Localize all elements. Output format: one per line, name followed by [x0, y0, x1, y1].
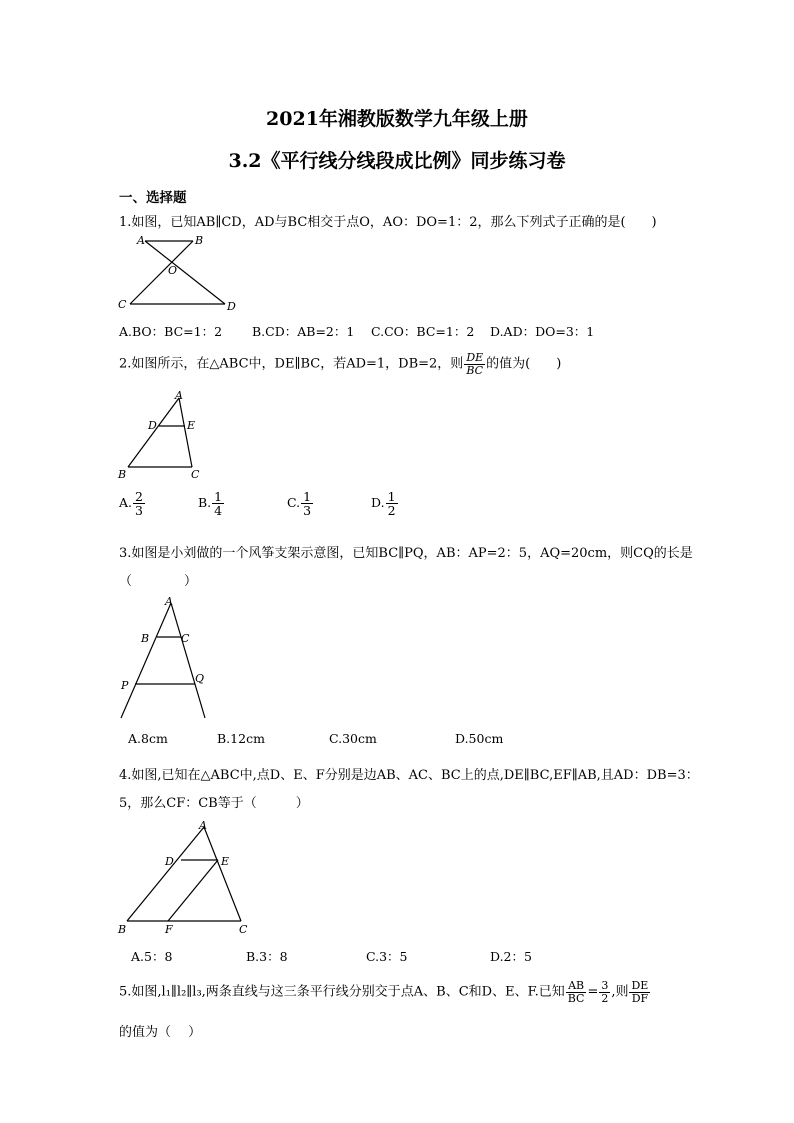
question-3-text-line1: 3.如图是小刘做的一个风筝支架示意图，已知BC∥PQ，AB：AP=2：5，AQ=20cm，则CQ的长是 — [119, 546, 693, 561]
question-4-figure — [115, 815, 255, 937]
label-d: D — [148, 419, 157, 432]
fraction-ab-bc: $\frac{AB}{BC}$ — [567, 979, 585, 1005]
option-b: B.12cm — [217, 731, 265, 746]
fraction-3-2: $\frac{3}{2}$ — [601, 979, 609, 1005]
segment-ad — [145, 241, 225, 304]
fraction-de-bc: $\frac{DE}{BC}$ — [466, 351, 484, 377]
label-c: C — [239, 923, 248, 936]
option-d: D.50cm — [455, 731, 504, 746]
segment-ac — [179, 398, 192, 467]
page-subtitle: 3.2《平行线分线段成比例》同步练习卷 — [228, 150, 566, 172]
question-3-text-line2: （ ） — [119, 574, 198, 589]
question-2-text: 2.如图所示，在△ABC中，DE∥BC，若AD=1，DB=2，则 $\frac{DE}{BC}$ 的值为( ) — [119, 351, 562, 377]
option-a: A.8cm — [128, 731, 168, 746]
segment-ac-right — [171, 603, 205, 718]
option-c: C.3：5 — [366, 949, 408, 964]
segment-ab-left — [121, 603, 171, 718]
label-p: P — [121, 679, 129, 692]
label-b: B — [118, 468, 127, 481]
question-4-text-line2: 5，那么CF：CB等于（ ） — [119, 796, 309, 811]
option-a: A.5：8 — [131, 949, 173, 964]
option-d: D. $\frac{1}{2}$ — [371, 489, 396, 519]
question-5-text-line2: 的值为（ ） — [119, 1025, 202, 1040]
question-1-figure — [115, 232, 245, 316]
label-c: C — [191, 468, 200, 481]
option-b: B.3：8 — [246, 949, 288, 964]
option-c: C.30cm — [329, 731, 377, 746]
segment-ac — [204, 827, 241, 921]
label-a: A — [199, 819, 207, 832]
label-b: B — [195, 234, 204, 247]
label-e: E — [221, 855, 230, 868]
option-c: C. $\frac{1}{3}$ — [287, 489, 312, 519]
label-d: D — [165, 855, 174, 868]
label-c: C — [118, 298, 127, 311]
question-3-figure — [115, 592, 215, 722]
option-d: D.2：5 — [490, 949, 532, 964]
label-a: A — [175, 390, 183, 402]
label-f: F — [165, 923, 173, 936]
label-o: O — [168, 264, 178, 277]
label-q: Q — [195, 672, 205, 685]
page-title: 2021年湘教版数学九年级上册 — [266, 108, 528, 130]
segment-ef — [168, 860, 218, 921]
label-b: B — [141, 632, 150, 645]
option-b: B.CD：AB=2：1 — [252, 324, 355, 339]
label-c: C — [181, 632, 190, 645]
label-e: E — [187, 419, 196, 432]
option-c: C.CO：BC=1：2 — [371, 324, 475, 339]
option-a: A. $\frac{2}{3}$ — [119, 489, 143, 519]
section-heading: 一、选择题 — [119, 190, 187, 206]
label-a: A — [165, 595, 173, 608]
segment-ab — [127, 827, 204, 921]
segment-ab — [128, 398, 179, 467]
question-2-figure — [115, 390, 215, 482]
segment-bc — [130, 241, 193, 304]
label-b: B — [118, 923, 127, 936]
label-d: D — [227, 300, 236, 313]
option-d: D.AD：DO=3：1 — [490, 324, 595, 339]
question-1-text: 1.如图，已知AB∥CD，AD与BC相交于点O，AO：DO=1：2，那么下列式子正确的是( ) — [119, 215, 657, 230]
label-a: A — [137, 234, 145, 247]
option-b: B. $\frac{1}{4}$ — [198, 489, 223, 519]
fraction-de-df: $\frac{DE}{DF}$ — [631, 979, 649, 1005]
option-a: A.BO：BC=1：2 — [119, 324, 223, 339]
question-4-text-line1: 4.如图,已知在△ABC中,点D、E、F分别是边AB、AC、BC上的点,DE∥BC,EF∥AB,且AD：DB=3： — [119, 768, 699, 783]
question-5-text-line1: 5.如图,l₁∥l₂∥l₃,两条直线与这三条平行线分别交于点A、B、C和D、E、F.已知 $\frac{AB}{BC}$ = $\frac{3}{2}$ ,则 $\frac{DE}{DF}$ — [119, 979, 649, 1005]
